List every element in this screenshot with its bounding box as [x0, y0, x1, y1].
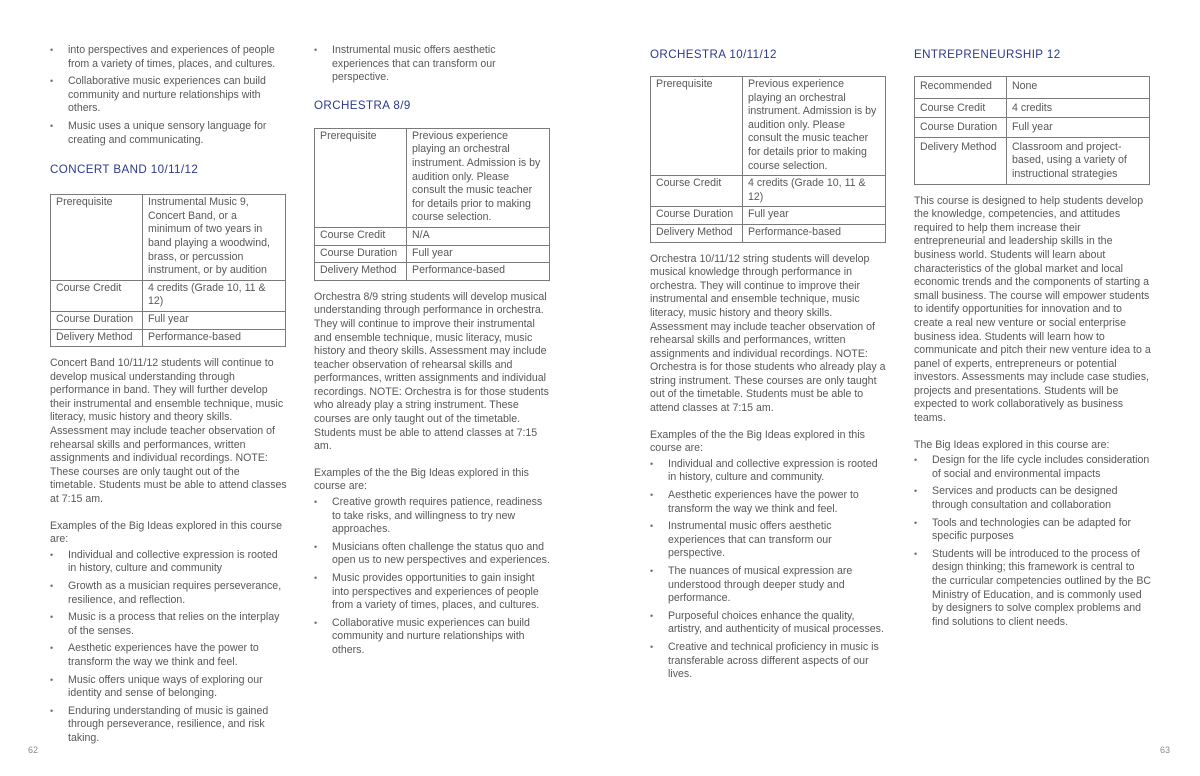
table-cell-value: Full year — [407, 245, 550, 263]
course-heading: ENTREPRENEURSHIP 12 — [914, 48, 1061, 61]
table-cell-value: Full year — [743, 207, 886, 225]
table-cell-value: Classroom and project-based, using a variety of instructional strategies — [1007, 137, 1150, 184]
table-row — [915, 137, 1150, 184]
list-item: • Individual and collective expression is rooted in history, culture and community — [50, 549, 288, 576]
big-ideas-intro: Examples of the the Big Ideas explored in this course are: — [650, 428, 865, 455]
table-row — [651, 176, 886, 207]
big-ideas-intro: The Big Ideas explored in this course are: — [914, 438, 1110, 451]
list-item: • Music uses a unique sensory language for creating and communicating. — [50, 120, 288, 147]
list-item: • The nuances of musical expression are understood through deeper study and performance. — [650, 565, 888, 606]
carryover-bullet-list — [314, 44, 552, 85]
course-description: Orchestra 8/9 string students will develop musical understanding through performance in orchestra. They will continue to improve their instrumental and ensemble technique, music literacy, music history and theory skills. Assessment may include teacher observation of rehearsal skills and performances, written assignments and individual recordings. NOTE: Orchestra is for those students who already play a string instrument. These courses are only taught out of the timetable. Students must be able to attend classes at 7:15 am. — [314, 290, 549, 453]
table-row — [315, 263, 550, 281]
list-item: • Tools and technologies can be adapted for specific purposes — [914, 517, 1152, 544]
course-heading: ORCHESTRA 10/11/12 — [650, 48, 777, 61]
table-cell-value: 4 credits (Grade 10, 11 & 12) — [743, 176, 886, 207]
table-cell-value: None — [1007, 77, 1150, 99]
table-row — [315, 227, 550, 245]
list-item: • Aesthetic experiences have the power to transform the way we think and feel. — [50, 642, 288, 669]
table-cell-label: Course Duration — [651, 207, 743, 225]
table-cell-label: Course Duration — [51, 311, 143, 329]
list-item: • Services and products can be designed through consultation and collaboration — [914, 485, 1152, 512]
table-cell-label: Delivery Method — [315, 263, 407, 281]
table-cell-label: Delivery Method — [915, 137, 1007, 184]
table-cell-value: Previous experience playing an orchestral instrument. Admission is by audition only. Please consult the music teacher for details prior to making course selection. — [743, 77, 886, 176]
table-row — [51, 280, 286, 311]
table-cell-label: Prerequisite — [651, 77, 743, 176]
course-info-table — [314, 128, 550, 281]
table-cell-value: Performance-based — [743, 224, 886, 242]
table-cell-value: N/A — [407, 227, 550, 245]
course-info-table — [50, 194, 286, 347]
list-item: • Music provides opportunities to gain insight into perspectives and experiences of people from a variety of times, places, and cultures. — [314, 572, 552, 613]
course-heading: ORCHESTRA 8/9 — [314, 98, 411, 112]
table-cell-value: Previous experience playing an orchestral instrument. Admission is by audition only. Please consult the music teacher for details prior to making course selection. — [407, 128, 550, 227]
list-item: • Creative and technical proficiency in music is transferable across different aspects of our lives. — [650, 641, 888, 682]
column-orchestra-8-9 — [314, 44, 552, 662]
table-cell-value: Full year — [143, 311, 286, 329]
table-cell-label: Course Duration — [915, 118, 1007, 138]
list-item: • Instrumental music offers aesthetic experiences that can transform our perspective. — [650, 520, 888, 561]
course-heading: CONCERT BAND 10/11/12 — [50, 163, 199, 177]
table-row — [51, 311, 286, 329]
list-item: • Musicians often challenge the status quo and open us to new perspectives and experiences. — [314, 541, 552, 568]
table-row — [651, 77, 886, 176]
table-row — [651, 207, 886, 225]
table-cell-label: Course Credit — [915, 98, 1007, 118]
list-item: • Individual and collective expression is rooted in history, culture and community. — [650, 458, 888, 485]
list-item: • Growth as a musician requires perseverance, resilience, and reflection. — [50, 580, 288, 607]
course-description: This course is designed to help students develop the knowledge, competencies, and attitudes required to help them increase their entrepreneurial and leadership skills in the business world. Students will learn about characteristics of the global market and local economic trends and the components of starting a small business. The course will empower students to identify opportunities for innovation and to create a real new venture or social enterprise business idea. Students will learn how to communicate and pitch their new venture idea to a panel of experts, entrepreneurs or potential investors. Assessments may include case studies, projects and presentations. Students will be expected to work collaboratively as business teams. — [914, 194, 1151, 425]
table-cell-label: Course Credit — [651, 176, 743, 207]
table-row — [315, 245, 550, 263]
list-item: • Collaborative music experiences can build community and nurture relationships with others. — [314, 617, 552, 658]
table-row — [51, 329, 286, 347]
list-item: • Students will be introduced to the process of design thinking; this framework is central to the curricular competencies outlined by the BC Ministry of Education, and is commonly used by designers to solve complex problems and find solutions to client needs. — [914, 548, 1152, 630]
list-item: • Aesthetic experiences have the power to transform the way we think and feel. — [650, 489, 888, 516]
table-cell-label: Prerequisite — [315, 128, 407, 227]
carryover-bullet-list — [50, 44, 288, 147]
column-orchestra-10-11-12 — [650, 44, 888, 686]
list-item: • Music offers unique ways of exploring our identity and sense of belonging. — [50, 674, 288, 701]
table-cell-value: Full year — [1007, 118, 1150, 138]
list-item: • Instrumental music offers aesthetic experiences that can transform our perspective. — [314, 44, 552, 85]
table-cell-label: Recommended — [915, 77, 1007, 99]
list-item: • Enduring understanding of music is gained through perseverance, resilience, and risk taking. — [50, 705, 288, 746]
list-item: • Creative growth requires patience, readiness to take risks, and willingness to try new approaches. — [314, 496, 552, 537]
table-cell-value: Performance-based — [143, 329, 286, 347]
big-ideas-list — [50, 549, 288, 746]
table-cell-label: Course Duration — [315, 245, 407, 263]
course-info-table — [650, 76, 886, 243]
big-ideas-list — [914, 454, 1152, 629]
table-cell-label: Course Credit — [51, 280, 143, 311]
page-number-right: 63 — [1160, 745, 1171, 755]
big-ideas-intro: Examples of the Big Ideas explored in this course are: — [50, 519, 283, 546]
list-item: • Purposeful choices enhance the quality, artistry, and authenticity of musical processes. — [650, 610, 888, 637]
big-ideas-list — [650, 458, 888, 682]
table-row — [915, 118, 1150, 138]
table-cell-value: 4 credits (Grade 10, 11 & 12) — [143, 280, 286, 311]
big-ideas-intro: Examples of the the Big Ideas explored in this course are: — [314, 466, 529, 493]
table-row — [651, 224, 886, 242]
column-concert-band — [50, 44, 288, 750]
table-row — [51, 195, 286, 281]
table-cell-value: Instrumental Music 9, Concert Band, or a minimum of two years in band playing a woodwind, brass, or percussion instrument, or by audition — [143, 195, 286, 281]
table-row — [915, 98, 1150, 118]
table-cell-label: Delivery Method — [51, 329, 143, 347]
table-cell-value: Performance-based — [407, 263, 550, 281]
table-cell-value: 4 credits — [1007, 98, 1150, 118]
list-item: • Collaborative music experiences can build community and nurture relationships with others. — [50, 75, 288, 116]
list-item: • Music is a process that relies on the interplay of the senses. — [50, 611, 288, 638]
course-description: Concert Band 10/11/12 students will continue to develop musical understanding through performance in band. They will further develop their instrumental and ensemble technique, music literacy, music history and theory skills. Assessment may include teacher observation of rehearsal skills and performances, written assignments and individual recordings. NOTE: These courses are only taught out of the timetable. Students must be able to attend classes at 7:15 am. — [50, 357, 287, 506]
table-row — [315, 128, 550, 227]
big-ideas-list — [314, 496, 552, 658]
table-cell-label: Delivery Method — [651, 224, 743, 242]
course-info-table — [914, 76, 1150, 185]
column-entrepreneurship-12 — [914, 44, 1152, 633]
course-description: Orchestra 10/11/12 string students will develop musical knowledge through performance in orchestra. They will continue to improve their instrumental and ensemble technique, music literacy, music history and theory skills. Assessment may include teacher observation of rehearsal skills and performances, written assignments and individual recordings. NOTE: Orchestra is for those students who already play a string instrument. These courses are only taught out of the timetable. Students must be able to attend classes at 7:15 am. — [650, 252, 886, 415]
table-cell-label: Prerequisite — [51, 195, 143, 281]
list-item: • into perspectives and experiences of people from a variety of times, places, and cultures. — [50, 44, 288, 71]
page-number-left: 62 — [28, 745, 39, 755]
list-item: • Design for the life cycle includes consideration of social and environmental impacts — [914, 454, 1152, 481]
table-row — [915, 77, 1150, 99]
table-cell-label: Course Credit — [315, 227, 407, 245]
